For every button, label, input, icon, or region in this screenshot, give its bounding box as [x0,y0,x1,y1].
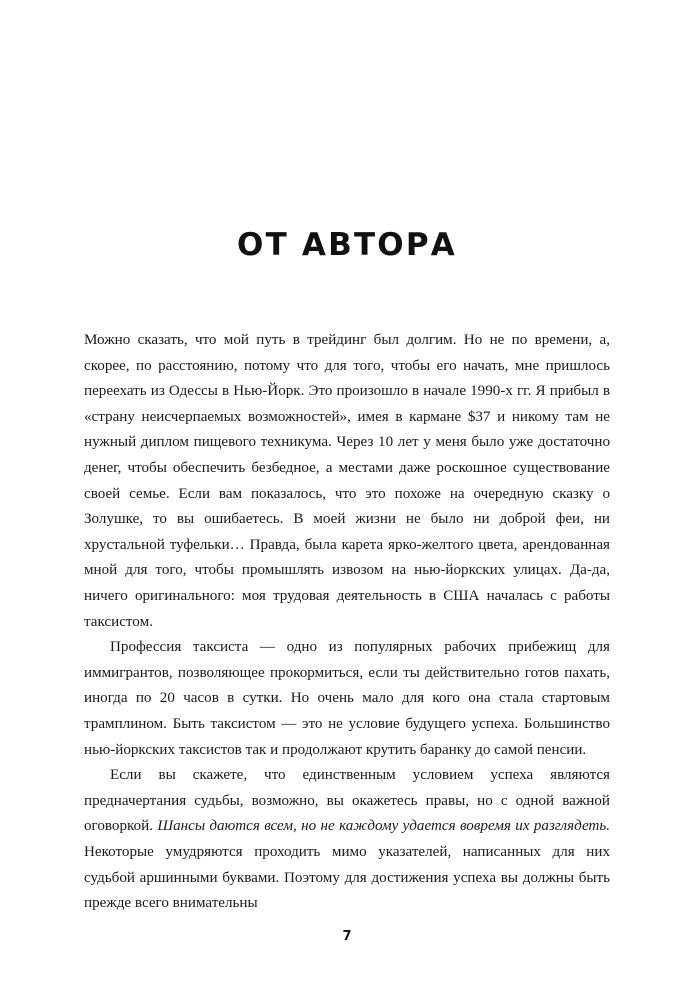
page-title: ОТ АВТОРА [237,227,457,263]
paragraph-3 [84,763,610,917]
paragraph-3-after-italic: Некоторые умудряются проходить мимо указателей, написанных для них судьбой аршинными буквами. Поэтому для достижения успеха вы должны быть прежде всего внимательны [84,843,610,912]
paragraph-3-italic-emphasis: Шансы даются всем, но не каждому удается вовремя их разглядеть. [157,818,611,835]
paragraph-2: Профессия таксиста — одно из популярных рабочих прибежищ для иммигрантов, позволяющее прокормиться, если ты действительно готов пахать, иногда по 20 часов в сутки. Но очень мало для кого она стала стартовым трамплином. Быть таксистом — это не условие будущего успеха. Большинство нью-йоркских таксистов так и продолжают крутить баранку до самой пенсии. [84,639,610,758]
page-number: 7 [342,929,352,944]
paragraph-3-before-italic: Если вы скажете, что единственным условием успеха являются предначертания судьбы, возможно, вы окажетесь правы, но с одной важной оговоркой. [84,767,610,835]
paragraph-1: Можно сказать, что мой путь в трейдинг был долгим. Но не по времени, а, скорее, по расстоянию, потому что для того, чтобы его начать, мне пришлось переехать из Одессы в Нью-Йорк. Это произошло в начале 1990-х гг. Я прибыл в «страну неисчерпаемых возможностей», имея в кармане $37 и никому там не нужный диплом пищевого техникума. Через 10 лет у меня было уже достаточно денег, чтобы обеспечить безбедное, а местами даже роскошное существование своей семье. Если вам показалось, что это похоже на очередную сказку о Золушке, то вы ошибаетесь. В моей жизни не было ни доброй феи, ни хрустальной туфельки… Правда, была карета ярко-желтого цвета, арендованная мной для того, чтобы промышлять извозом на нью-йоркских улицах. Да-да, ничего оригинального: моя трудовая деятельность в США началась с работы таксистом. [84,332,610,630]
body-text-block [84,328,610,917]
